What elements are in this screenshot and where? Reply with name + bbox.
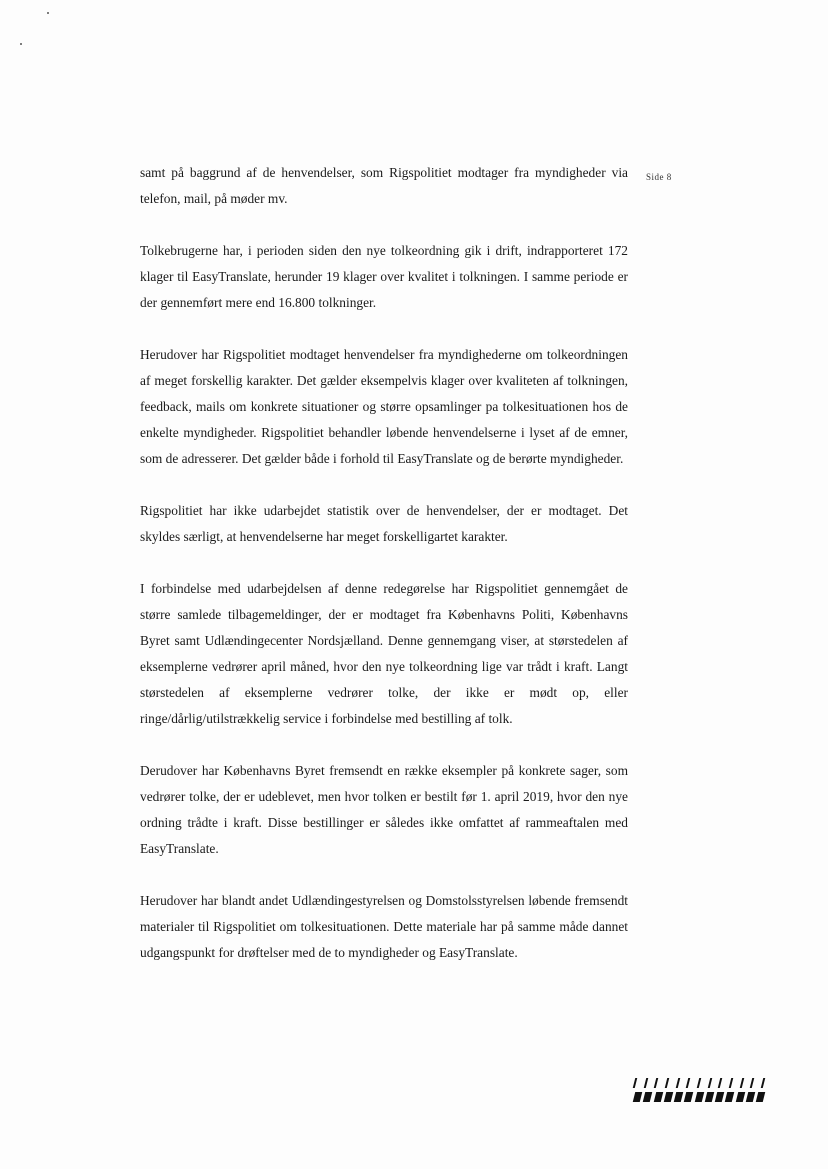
paragraph: Herudover har Rigspolitiet modtaget henvendelser fra myndighederne om tolkeordningen af meget forskellig karakter. Det gælder eksempelvis klager over kvaliteten af tolkningen, feedback, mails om konkrete situationer og større opsamlinger pa tolkesituationen hos de enkelte myndigheder. Rigspolitiet behandler løbende henvendelserne i lyset af de emner, som de adresserer. Det gælder både i forhold til EasyTranslate og de berørte myndigheder.	[140, 347, 628, 466]
paragraph: Tolkebrugerne har, i perioden siden den nye tolkeordning gik i drift, indrapporteret 172 klager til EasyTranslate, herunder 19 klager over kvalitet i tolkningen. I samme periode er der gennemført mere end 16.800 tolkninger.	[140, 243, 628, 310]
paragraph: Rigspolitiet har ikke udarbejdet statistik over de henvendelser, der er modtaget. Det skyldes særligt, at henvendelserne har meget forskelligartet karakter.	[140, 503, 628, 544]
paragraph: Herudover har blandt andet Udlændingestyrelsen og Domstolsstyrelsen løbende fremsendt materialer til Rigspolitiet om tolkesituationen. Dette materiale har på samme måde dannet udgangspunkt for drøftelser med de to myndigheder og EasyTranslate.	[140, 893, 628, 960]
barcode-icon	[634, 1078, 764, 1102]
paragraph: Derudover har Københavns Byret fremsendt en række eksempler på konkrete sager, som vedrører tolke, der er udeblevet, men hvor tolken er bestilt før 1. april 2019, hvor den nye ordning trådte i kraft. Disse bestillinger er således ikke omfattet af rammeaftalen med EasyTranslate.	[140, 763, 628, 856]
document-body	[140, 160, 628, 966]
page-number-label: Side 8	[646, 172, 672, 182]
scan-speck	[47, 12, 49, 14]
paragraph: samt på baggrund af de henvendelser, som Rigspolitiet modtager fra myndigheder via telefon, mail, på møder mv.	[140, 165, 628, 206]
paragraph: I forbindelse med udarbejdelsen af denne redegørelse har Rigspolitiet gennemgået de større samlede tilbagemeldinger, der er modtaget fra Københavns Politi, Københavns Byret samt Udlændingecenter Nordsjælland. Denne gennemgang viser, at størstedelen af eksemplerne vedrører april måned, hvor den nye tolkeordning lige var trådt i kraft. Langt størstedelen af eksemplerne vedrører tolke, der ikke er mødt op, eller ringe/dårlig/utilstrækkelig service i forbindelse med bestilling af tolk.	[140, 581, 628, 726]
scan-speck	[20, 43, 22, 45]
